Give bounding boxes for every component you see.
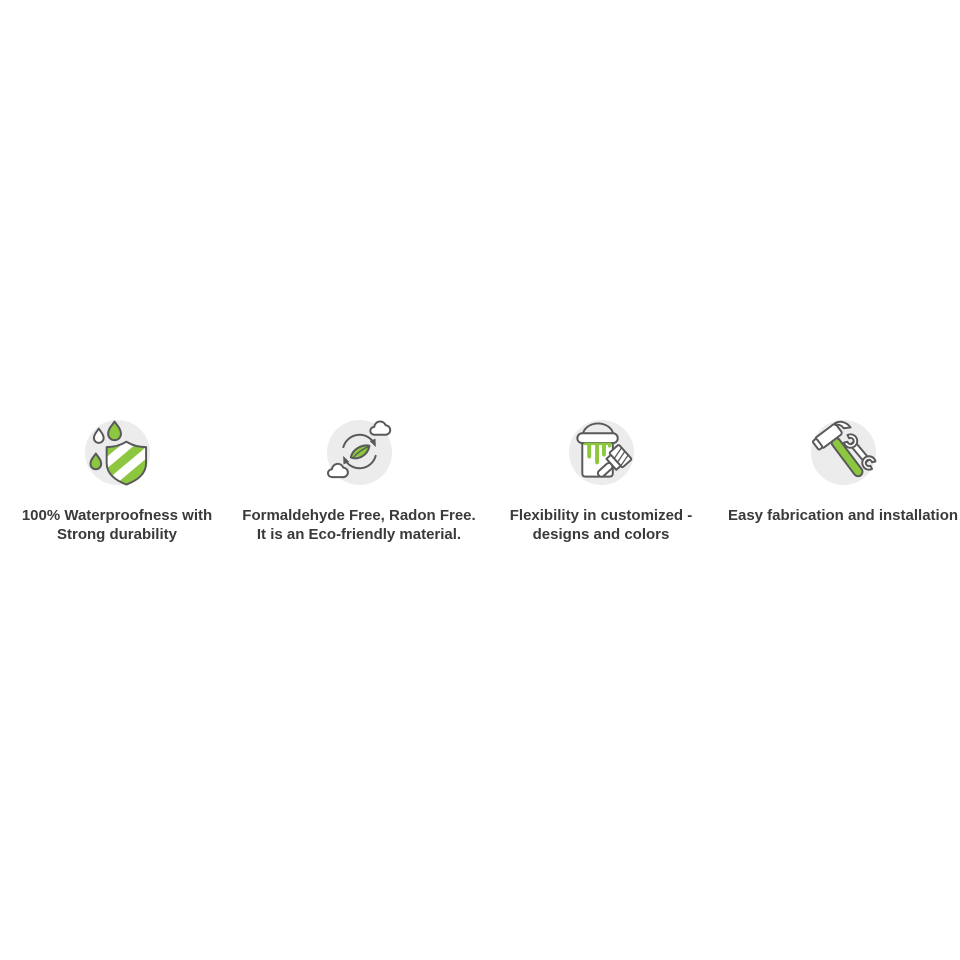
hammer-wrench-icon: [810, 419, 877, 486]
feature-caption: [242, 506, 475, 544]
paint-bucket-brush-icon: [568, 419, 635, 486]
feature-custom-design: [487, 419, 715, 544]
waterproof-shield-icon: [84, 419, 151, 486]
eco-recycle-leaf-icon: [326, 419, 393, 486]
caption-line: Strong durability: [56, 526, 177, 543]
feature-easy-installation: [729, 419, 957, 544]
feature-caption: [22, 506, 212, 544]
caption-line: Flexibility in customized -: [509, 507, 693, 524]
caption-line: It is an Eco-friendly material.: [256, 526, 462, 543]
caption-line: designs and colors: [532, 526, 670, 543]
caption-line: Easy fabrication and installation: [727, 507, 959, 524]
caption-line: Formaldehyde Free, Radon Free.: [242, 507, 476, 524]
feature-waterproof: [3, 419, 231, 544]
feature-eco-friendly: [242, 419, 476, 544]
feature-caption: [728, 506, 958, 525]
feature-row: [0, 419, 960, 544]
caption-line: 100% Waterproofness with: [21, 507, 213, 524]
feature-caption: [510, 506, 693, 544]
